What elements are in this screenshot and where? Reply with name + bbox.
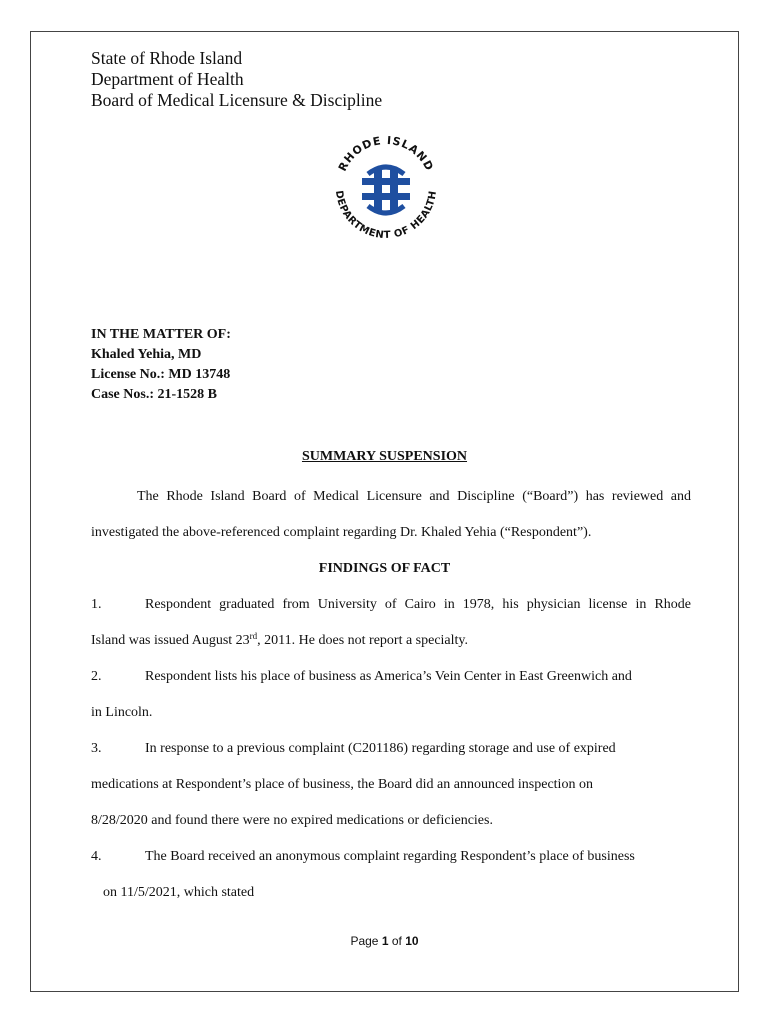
- finding-text: , 2011. He does not report a specialty.: [257, 633, 469, 648]
- finding-4-line-2: on 11/5/2021, which stated: [103, 885, 255, 900]
- finding-2-line-2: in Lincoln.: [91, 705, 153, 720]
- intro-line-2: investigated the above-referenced complaint regarding Dr. Khaled Yehia (“Respondent”).: [91, 525, 592, 540]
- seal-bottom-text: DEPARTMENT OF HEALTH: [332, 189, 440, 242]
- seal-top-text: RHODE ISLAND: [335, 133, 437, 174]
- finding-text: In response to a previous complaint (C201186) regarding storage and use of expired: [145, 741, 616, 756]
- findings-of-fact-title: FINDINGS OF FACT: [318, 561, 451, 576]
- finding-text: Island was issued August 23: [91, 633, 250, 648]
- finding-number: 1.: [91, 597, 102, 612]
- case-caption: [91, 325, 231, 405]
- finding-text: Respondent graduated from University of Cairo in 1978, his physician license in Rhode: [145, 597, 691, 612]
- page-total: 10: [405, 934, 419, 948]
- department-of-health-seal: [328, 130, 444, 246]
- caption-license: License No.: MD 13748: [91, 367, 231, 382]
- finding-text: Respondent lists his place of business as America’s Vein Center in East Greenwich and: [145, 669, 632, 684]
- caption-matter: IN THE MATTER OF:: [91, 327, 231, 342]
- ordinal-suffix: rd: [249, 631, 258, 641]
- letterhead-state: State of Rhode Island: [91, 48, 243, 68]
- letterhead-board: Board of Medical Licensure & Discipline: [91, 90, 383, 110]
- finding-number: 3.: [91, 741, 102, 756]
- finding-text: The Board received an anonymous complaint regarding Respondent’s place of business: [145, 849, 635, 864]
- page-footer: [31, 934, 738, 948]
- letterhead-department: Department of Health: [91, 69, 244, 89]
- intro-line-1: The Rhode Island Board of Medical Licensure and Discipline (“Board”) has reviewed and: [137, 489, 691, 504]
- seal-emblem-icon: [362, 167, 410, 213]
- caption-case-nos: Case Nos.: 21-1528 B: [91, 387, 217, 402]
- finding-3-line-2: medications at Respondent’s place of business, the Board did an announced inspection on: [91, 777, 593, 792]
- letterhead: [91, 48, 382, 111]
- of-label: of: [391, 934, 402, 948]
- finding-1: [91, 597, 691, 613]
- page-number: 1: [381, 934, 389, 948]
- finding-3: [91, 741, 691, 757]
- finding-1-line-2: [91, 633, 691, 649]
- summary-suspension-title: SUMMARY SUSPENSION: [301, 449, 468, 464]
- finding-number: 2.: [91, 669, 102, 684]
- finding-3-line-3: 8/28/2020 and found there were no expired medications or deficiencies.: [91, 813, 493, 828]
- finding-number: 4.: [91, 849, 102, 864]
- document-page: [30, 31, 739, 992]
- caption-respondent: Khaled Yehia, MD: [91, 347, 202, 362]
- finding-4: [91, 849, 691, 865]
- finding-2: [91, 669, 691, 685]
- page-label: Page: [350, 934, 379, 948]
